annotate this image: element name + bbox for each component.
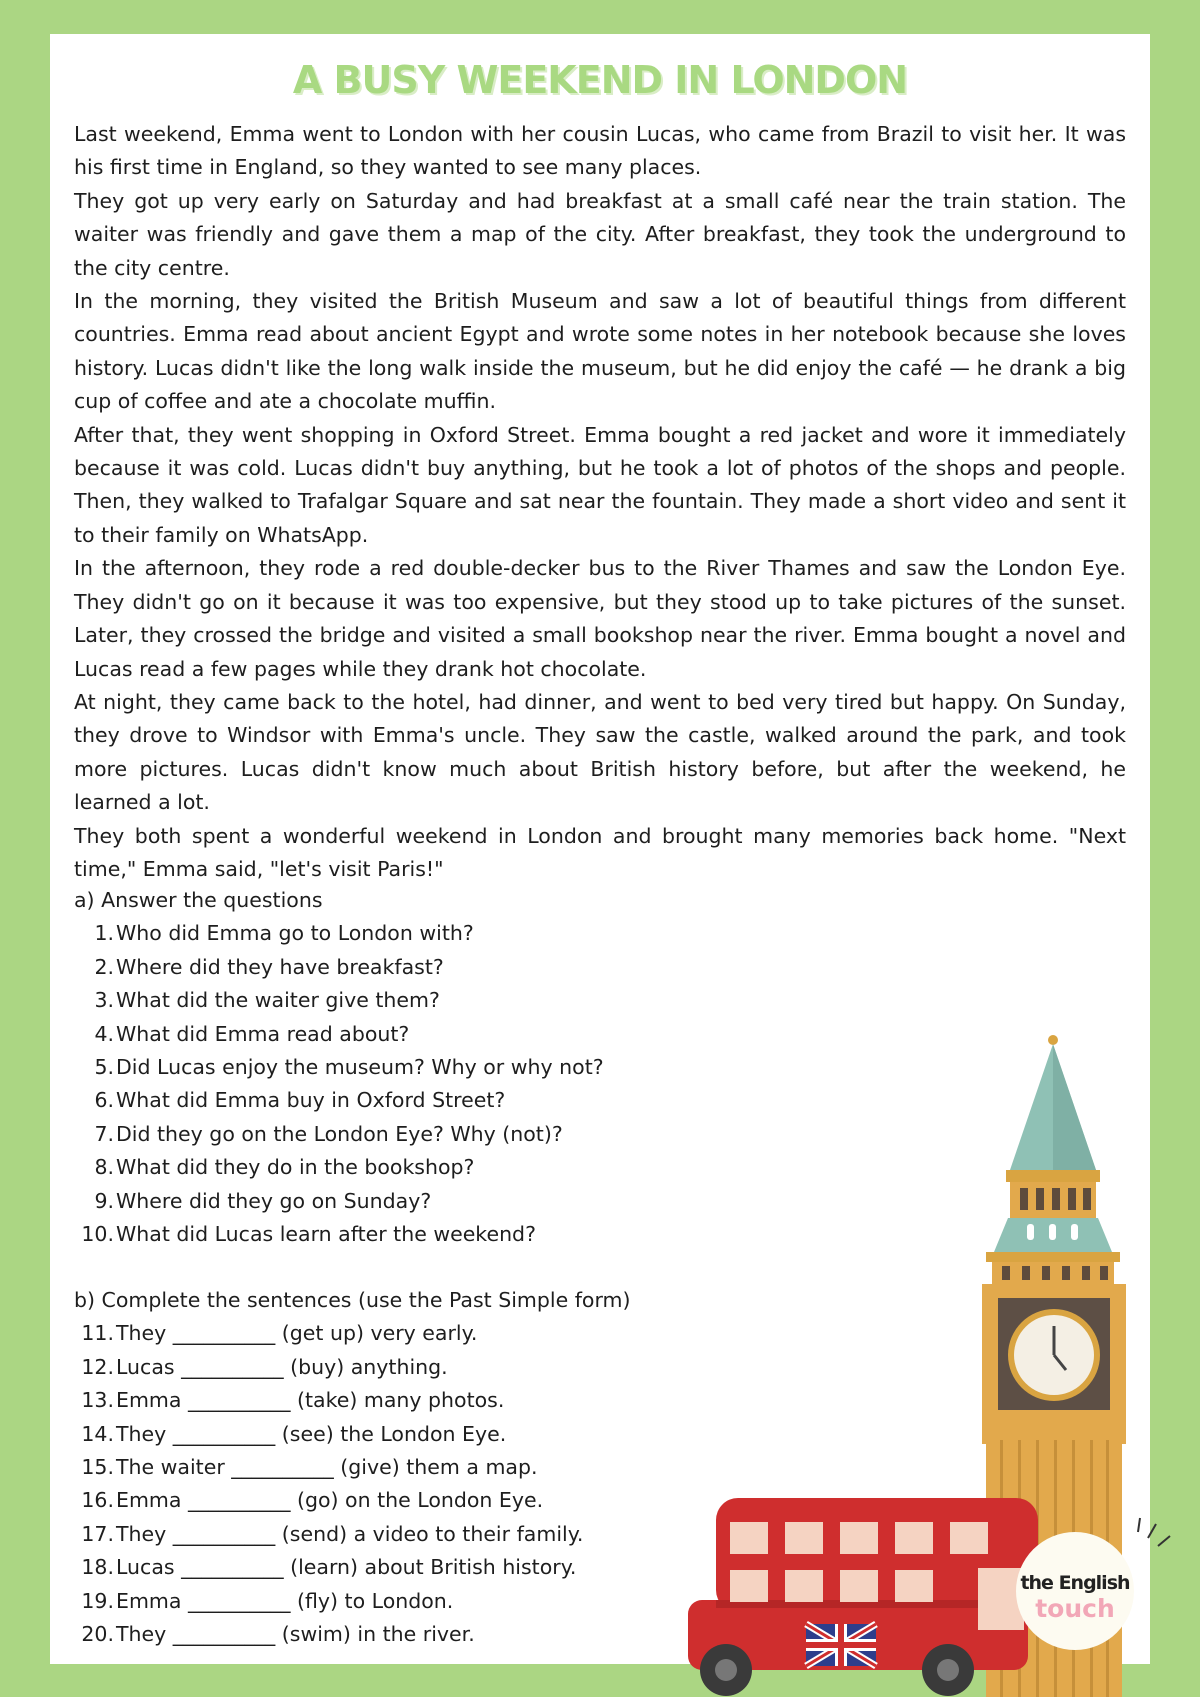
- question-text: Where did they have breakfast?: [116, 954, 444, 979]
- question-text: What did the waiter give them?: [116, 988, 440, 1013]
- question-text: Who did Emma go to London with?: [116, 921, 474, 946]
- story-paragraph: At night, they came back to the hotel, had dinner, and went to bed very tired but happy. On Sunday, they drove to Windsor with Emma's uncle. They saw the castle, walked around the park, and took more pictures. Lucas didn't know much about British history before, but after the weekend, he learned a lot.: [74, 689, 1126, 815]
- logo-line2: touch: [1035, 1594, 1115, 1623]
- story-paragraph: In the afternoon, they rode a red double-decker bus to the River Thames and saw the London Eye. They didn't go on it because it was too expensive, but they stood up to take pictures of the sunset. Later, they crossed the bridge and visited a small bookshop near the river. Emma bought a novel and Lucas read a few pages while they drank hot chocolate.: [74, 556, 1126, 681]
- sentence-text: They __________ (swim) in the river.: [116, 1622, 475, 1647]
- sentence-number: 14.: [81, 1421, 114, 1446]
- question-number: 7.: [94, 1121, 114, 1146]
- sentence-number: 16.: [81, 1488, 114, 1513]
- page-title: A BUSY WEEKEND IN LONDON: [292, 58, 908, 102]
- logo-line1: the English: [1020, 1572, 1130, 1594]
- sparkle-lines-icon: [1138, 1518, 1170, 1546]
- brand-logo: [1016, 1532, 1134, 1650]
- sentence-text: They __________ (get up) very early.: [116, 1321, 478, 1346]
- story-paragraph: They got up very early on Saturday and had breakfast at a small café near the train station. The waiter was friendly and gave them a map of the city. After breakfast, they took the underground to the city centre.: [74, 188, 1126, 280]
- sentence-text: Emma __________ (fly) to London.: [116, 1588, 454, 1613]
- sentence-number: 20.: [81, 1622, 114, 1647]
- sentence-text: They __________ (see) the London Eye.: [116, 1421, 507, 1446]
- sentence-number: 15.: [81, 1455, 114, 1480]
- question-number: 5.: [94, 1055, 114, 1080]
- story-paragraph: They both spent a wonderful weekend in London and brought many memories back home. "Next time," Emma said, "let's visit Paris!": [74, 823, 1126, 881]
- sentence-number: 18.: [81, 1555, 114, 1580]
- sentence-text: The waiter __________ (give) them a map.: [116, 1455, 538, 1480]
- question-number: 3.: [94, 988, 114, 1013]
- sentence-text: Emma __________ (go) on the London Eye.: [116, 1488, 544, 1513]
- question-text: What did Lucas learn after the weekend?: [116, 1222, 536, 1247]
- story-paragraph: After that, they went shopping in Oxford Street. Emma bought a red jacket and wore it immediately because it was cold. Lucas didn't buy anything, but he took a lot of photos of the shops and people. Then, they walked to Trafalgar Square and sat near the fountain. They made a short video and sent it to their family on WhatsApp.: [74, 422, 1126, 547]
- sentence-text: Lucas __________ (buy) anything.: [116, 1354, 448, 1379]
- question-number: 8.: [94, 1155, 114, 1180]
- question-text: What did they do in the bookshop?: [116, 1155, 475, 1180]
- question-text: What did Emma read about?: [116, 1021, 410, 1046]
- question-number: 6.: [94, 1088, 114, 1113]
- story-paragraph: In the morning, they visited the British Museum and saw a lot of beautiful things from different countries. Emma read about ancient Egypt and wrote some notes in her notebook because she loves history. Lucas didn't like the long walk inside the museum, but he did enjoy the café — he drank a big cup of coffee and ate a chocolate muffin.: [74, 289, 1126, 414]
- sentence-number: 13.: [81, 1388, 114, 1413]
- question-number: 4.: [94, 1021, 114, 1046]
- question-text: What did Emma buy in Oxford Street?: [116, 1088, 506, 1113]
- sentence-number: 11.: [81, 1321, 114, 1346]
- double-decker-bus-illustration: [688, 1498, 1038, 1696]
- question-number: 2.: [94, 954, 114, 979]
- story-paragraph: Last weekend, Emma went to London with her cousin Lucas, who came from Brazil to visit her. It was his first time in England, so they wanted to see many places.: [74, 122, 1126, 180]
- sentence-text: They __________ (send) a video to their family.: [116, 1521, 584, 1546]
- question-text: Did Lucas enjoy the museum? Why or why not?: [116, 1055, 604, 1080]
- sentence-number: 12.: [81, 1354, 114, 1379]
- union-jack-icon: [806, 1624, 876, 1666]
- question-text: Where did they go on Sunday?: [116, 1188, 432, 1213]
- question-text: Did they go on the London Eye? Why (not)?: [116, 1121, 563, 1146]
- question-number: 9.: [94, 1188, 114, 1213]
- sentence-number: 19.: [81, 1588, 114, 1613]
- question-number: 10.: [81, 1222, 114, 1247]
- section-b-heading: b) Complete the sentences (use the Past Simple form): [74, 1288, 631, 1312]
- sentence-text: Lucas __________ (learn) about British history.: [116, 1555, 577, 1580]
- sentence-number: 17.: [81, 1521, 114, 1546]
- sentence-text: Emma __________ (take) many photos.: [116, 1388, 505, 1413]
- question-number: 1.: [94, 921, 114, 946]
- section-a-heading: a) Answer the questions: [74, 888, 323, 912]
